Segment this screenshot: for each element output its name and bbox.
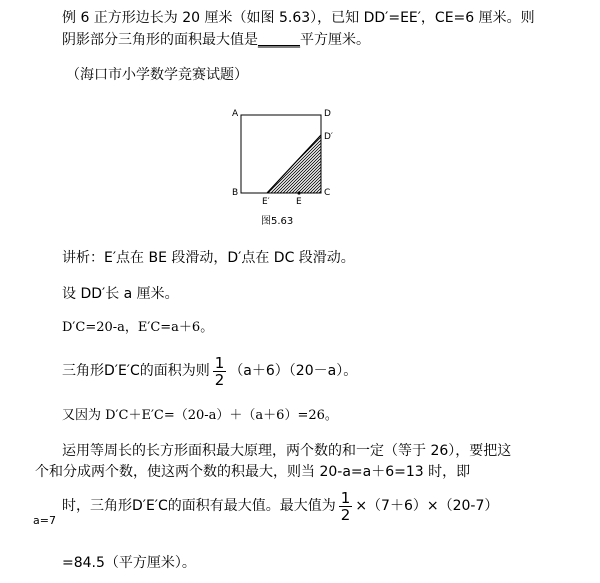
problem-line-1: 例 6 正方形边长为 20 厘米（如图 5.63），已知 DD′=EE′，CE=6 厘米。则: [62, 10, 535, 26]
fraction-denominator: 2: [214, 371, 225, 389]
square-diagram: [228, 104, 338, 214]
label-d: D: [324, 109, 331, 119]
max-value-formula: [62, 490, 498, 523]
figure-caption: 图5.63: [261, 216, 294, 227]
problem-text-before-blank: 阴影部分三角形的面积最大值是: [62, 32, 258, 48]
label-e: E: [296, 197, 302, 207]
let-statement: 设 DD′长 a 厘米。: [62, 286, 179, 302]
max-text-after: ×（7＋6）×（20-7）: [355, 498, 499, 515]
principle-line-1: 运用等周长的长方形面积最大原理，两个数的和一定（等于 26），要把这: [62, 443, 512, 459]
answer-blank: ______: [258, 32, 300, 48]
label-b: B: [232, 188, 239, 198]
fraction-denominator-max: 2: [340, 506, 351, 524]
fraction-one-half-max: [339, 490, 353, 523]
area-formula: [62, 355, 357, 388]
label-c: C: [324, 188, 331, 198]
max-value-subscript: a=7: [33, 514, 56, 527]
problem-source: （海口市小学数学竞赛试题）: [66, 67, 248, 83]
label-a: A: [232, 109, 239, 119]
sum-statement: 又因为 D′C＋E′C=（20-a）＋（a＋6）=26。: [62, 408, 338, 423]
problem-text-after-blank: 平方厘米。: [300, 32, 370, 48]
result-text: =84.5（平方厘米）。: [62, 555, 196, 571]
max-text-before: 时，三角形D′E′C的面积有最大值。最大值为: [62, 498, 336, 515]
expression-text: D′C=20-a，E′C=a＋6。: [62, 320, 214, 335]
principle-line-2: 个和分成两个数，使这两个数的积最大，则当 20-a=a＋6=13 时，即: [35, 464, 471, 480]
fraction-numerator: 1: [214, 354, 225, 372]
area-text-after: （a＋6）（20－a）。: [229, 363, 358, 380]
area-text-before: 三角形D′E′C的面积为则: [62, 363, 210, 380]
fraction-one-half: [213, 355, 227, 388]
label-e-prime: E′: [262, 197, 270, 207]
figure-5-63: [228, 104, 338, 232]
problem-line-2: [62, 32, 370, 49]
point-e: [297, 191, 300, 194]
label-d-prime: D′: [324, 132, 333, 142]
analysis-text: 讲析：E′点在 BE 段滑动，D′点在 DC 段滑动。: [62, 250, 355, 266]
fraction-numerator-max: 1: [340, 489, 351, 507]
